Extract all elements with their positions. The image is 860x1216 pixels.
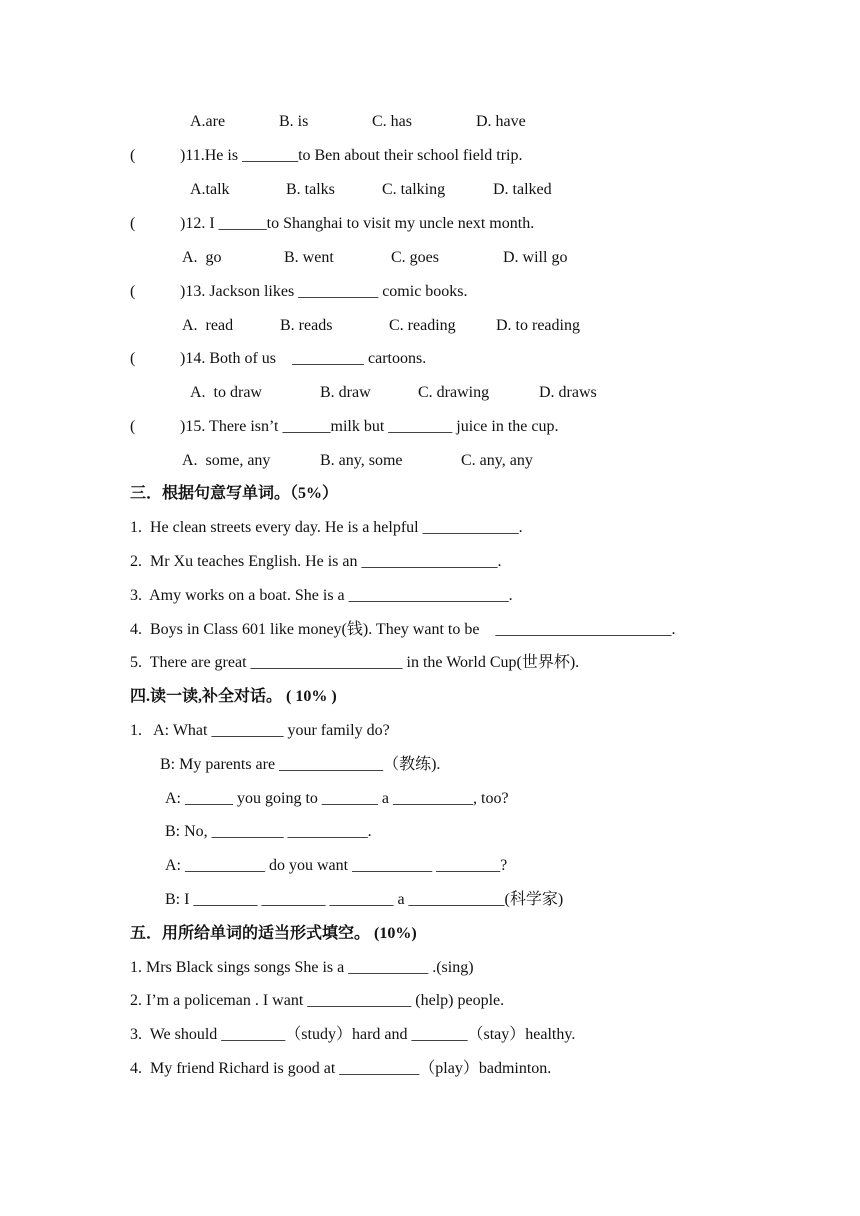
q10-option-a: A.are — [190, 113, 226, 130]
q14-paren: ( — [130, 350, 136, 367]
section4-line-3: A: ______ you going to _______ a __________, too? — [165, 790, 509, 807]
q12-text: )12. I ______to Shanghai to visit my uncle next month. — [180, 215, 535, 232]
q12-option-b: B. went — [284, 249, 334, 266]
section3-item-1: 1. He clean streets every day. He is a helpful ____________. — [130, 519, 523, 536]
q15-option-a: A. some, any — [182, 452, 271, 469]
section4-line-1: 1. A: What _________ your family do? — [130, 722, 390, 739]
q10-option-b: B. is — [279, 113, 309, 130]
q11-paren: ( — [130, 147, 136, 164]
section4-line-2: B: My parents are _____________（教练). — [160, 756, 441, 773]
q15-option-b: B. any, some — [320, 452, 403, 469]
q10-option-d: D. have — [476, 113, 526, 130]
q12-paren: ( — [130, 215, 136, 232]
q11-option-c: C. talking — [382, 181, 446, 198]
q14-text: )14. Both of us _________ cartoons. — [180, 350, 427, 367]
section3-item-4: 4. Boys in Class 601 like money(钱). They want to be ______________________. — [130, 621, 676, 638]
q15-option-c: C. any, any — [461, 452, 533, 469]
q11-option-b: B. talks — [286, 181, 335, 198]
q13-option-d: D. to reading — [496, 317, 580, 334]
q12-option-c: C. goes — [391, 249, 439, 266]
section4-line-6: B: I ________ ________ ________ a ____________(科学家) — [165, 891, 564, 908]
q15-text: )15. There isn’t ______milk but ________ juice in the cup. — [180, 418, 559, 435]
q11-option-d: D. talked — [493, 181, 552, 198]
section5-item-3: 3. We should ________（study）hard and _______（stay）healthy. — [130, 1026, 576, 1043]
q13-option-c: C. reading — [389, 317, 456, 334]
section4-heading: 四.读一读,补全对话。 ( 10% ) — [130, 688, 337, 705]
q11-text: )11.He is _______to Ben about their school field trip. — [180, 147, 523, 164]
q13-paren: ( — [130, 283, 136, 300]
q12-option-d: D. will go — [503, 249, 568, 266]
section4-line-5: A: __________ do you want __________ ________? — [165, 857, 508, 874]
q15-paren: ( — [130, 418, 136, 435]
q11-option-a: A.talk — [190, 181, 230, 198]
section5-item-4: 4. My friend Richard is good at __________（play）badminton. — [130, 1060, 552, 1077]
section3-item-5: 5. There are great ___________________ in the World Cup(世界杯). — [130, 654, 580, 671]
section4-line-4: B: No, _________ __________. — [165, 823, 372, 840]
section5-item-2: 2. I’m a policeman . I want _____________ (help) people. — [130, 992, 505, 1009]
q13-option-a: A. read — [182, 317, 234, 334]
q13-text: )13. Jackson likes __________ comic books. — [180, 283, 468, 300]
q10-option-c: C. has — [372, 113, 412, 130]
section3-item-3: 3. Amy works on a boat. She is a ____________________. — [130, 587, 513, 604]
q14-option-d: D. draws — [539, 384, 597, 401]
section3-item-2: 2. Mr Xu teaches English. He is an _________________. — [130, 553, 502, 570]
section5-item-1: 1. Mrs Black sings songs She is a __________ .(sing) — [130, 959, 474, 976]
q14-option-b: B. draw — [320, 384, 371, 401]
q12-option-a: A. go — [182, 249, 222, 266]
q13-option-b: B. reads — [280, 317, 333, 334]
q14-option-a: A. to draw — [190, 384, 262, 401]
q14-option-c: C. drawing — [418, 384, 490, 401]
section5-heading: 五．用所给单词的适当形式填空。 (10%) — [130, 925, 417, 942]
section3-heading: 三．根据句意写单词。（5%） — [130, 485, 339, 502]
